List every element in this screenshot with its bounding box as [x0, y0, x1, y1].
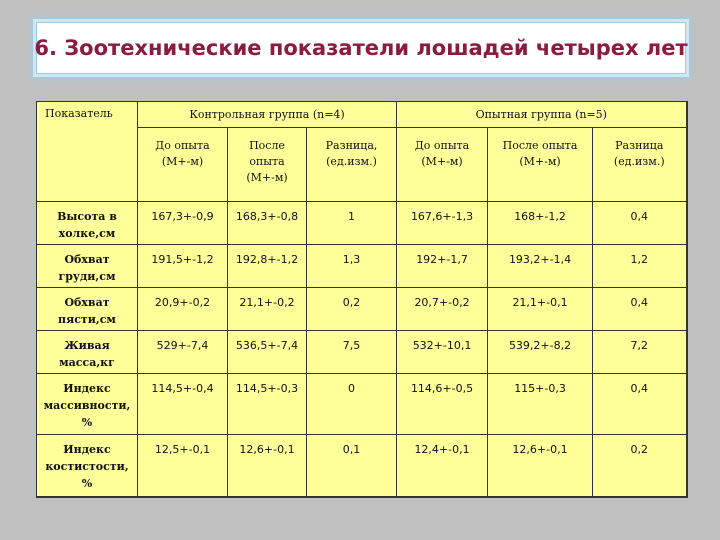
- row-label: [37, 331, 138, 374]
- table-cell: 7,5: [307, 331, 397, 374]
- row-label-line: Индекс: [63, 382, 111, 395]
- subheader-line: После опыта: [502, 139, 578, 152]
- subheader-control-after: [228, 128, 307, 202]
- table-cell: 0,2: [593, 435, 687, 497]
- subheader-experimental-before: [397, 128, 488, 202]
- table-cell: 536,5+-7,4: [228, 331, 307, 374]
- table-cell: 12,6+-0,1: [228, 435, 307, 497]
- table-cell: 21,1+-0,2: [228, 288, 307, 331]
- slide-title-box: [36, 22, 686, 74]
- subheader-line: Разница,: [325, 139, 378, 152]
- table-cell: 20,9+-0,2: [138, 288, 228, 331]
- table-cell: 115+-0,3: [488, 374, 593, 435]
- column-header-experimental-group: Опытная группа (n=5): [397, 102, 687, 128]
- row-label-line: Обхват: [64, 296, 110, 309]
- row-label: [37, 202, 138, 245]
- subheader-line: (М+-м): [421, 155, 463, 168]
- row-label-line: холке,см: [58, 227, 116, 240]
- table-cell: 114,5+-0,4: [138, 374, 228, 435]
- row-label-line: костистости,: [45, 460, 129, 473]
- row-label-line: Высота в: [57, 210, 117, 223]
- table-row: [37, 288, 687, 331]
- table-cell: 192,8+-1,2: [228, 245, 307, 288]
- table-cell: 191,5+-1,2: [138, 245, 228, 288]
- table-cell: 167,3+-0,9: [138, 202, 228, 245]
- table-cell: 167,6+-1,3: [397, 202, 488, 245]
- table-row: [37, 374, 687, 435]
- row-label-line: пясти,см: [58, 313, 116, 326]
- table-cell: 12,5+-0,1: [138, 435, 228, 497]
- table-cell: 0: [307, 374, 397, 435]
- row-label-line: Живая: [64, 339, 110, 352]
- subheader-line: (ед.изм.): [613, 155, 665, 168]
- column-header-control-group: Контрольная группа (n=4): [138, 102, 397, 128]
- subheader-control-before: [138, 128, 228, 202]
- header-row-groups: [37, 102, 687, 128]
- table-row: [37, 245, 687, 288]
- row-label-line: груди,см: [58, 270, 116, 283]
- table-cell: 532+-10,1: [397, 331, 488, 374]
- row-label: [37, 245, 138, 288]
- table-cell: 1,2: [593, 245, 687, 288]
- row-label-line: масса,кг: [59, 356, 115, 369]
- table-cell: 168,3+-0,8: [228, 202, 307, 245]
- table-cell: 21,1+-0,1: [488, 288, 593, 331]
- subheader-line: (М+-м): [161, 155, 204, 168]
- table-row: [37, 202, 687, 245]
- subheader-line: (ед.изм.): [326, 155, 377, 168]
- table-cell: 529+-7,4: [138, 331, 228, 374]
- subheader-line: опыта: [249, 155, 285, 168]
- row-label-line: Индекс: [63, 443, 111, 456]
- slide-title: 6. Зоотехнические показатели лошадей четырех лет: [34, 36, 688, 60]
- table-cell: 168+-1,2: [488, 202, 593, 245]
- table-cell: 12,4+-0,1: [397, 435, 488, 497]
- table-cell: 7,2: [593, 331, 687, 374]
- row-label: [37, 374, 138, 435]
- table-cell: 114,5+-0,3: [228, 374, 307, 435]
- table-cell: 0,4: [593, 288, 687, 331]
- table-cell: 0,2: [307, 288, 397, 331]
- subheader-experimental-after: [488, 128, 593, 202]
- column-header-indicator-label: Показатель: [45, 107, 113, 120]
- subheader-line: (М+-м): [519, 155, 561, 168]
- row-label-line: %: [81, 416, 93, 429]
- table-cell: 0,1: [307, 435, 397, 497]
- table-cell: 539,2+-8,2: [488, 331, 593, 374]
- table-cell: 20,7+-0,2: [397, 288, 488, 331]
- table-cell: 1: [307, 202, 397, 245]
- row-label-line: массивности,: [43, 399, 131, 412]
- table-row: [37, 331, 687, 374]
- subheader-line: До опыта: [155, 139, 210, 152]
- subheader-line: Разница: [615, 139, 664, 152]
- table-cell: 114,6+-0,5: [397, 374, 488, 435]
- table-row: [37, 435, 687, 497]
- table-cell: 1,3: [307, 245, 397, 288]
- subheader-line: До опыта: [414, 139, 470, 152]
- subheader-line: (М+-м): [246, 171, 288, 184]
- table-cell: 192+-1,7: [397, 245, 488, 288]
- column-header-indicator: [37, 102, 138, 202]
- subheader-experimental-difference: [593, 128, 687, 202]
- row-label-line: %: [81, 477, 93, 490]
- indicators-table: [36, 101, 688, 498]
- table-cell: 0,4: [593, 374, 687, 435]
- row-label-line: Обхват: [64, 253, 110, 266]
- table-cell: 193,2+-1,4: [488, 245, 593, 288]
- subheader-line: После: [249, 139, 285, 152]
- row-label: [37, 435, 138, 497]
- table-cell: 0,4: [593, 202, 687, 245]
- subheader-control-difference: [307, 128, 397, 202]
- table-cell: 12,6+-0,1: [488, 435, 593, 497]
- row-label: [37, 288, 138, 331]
